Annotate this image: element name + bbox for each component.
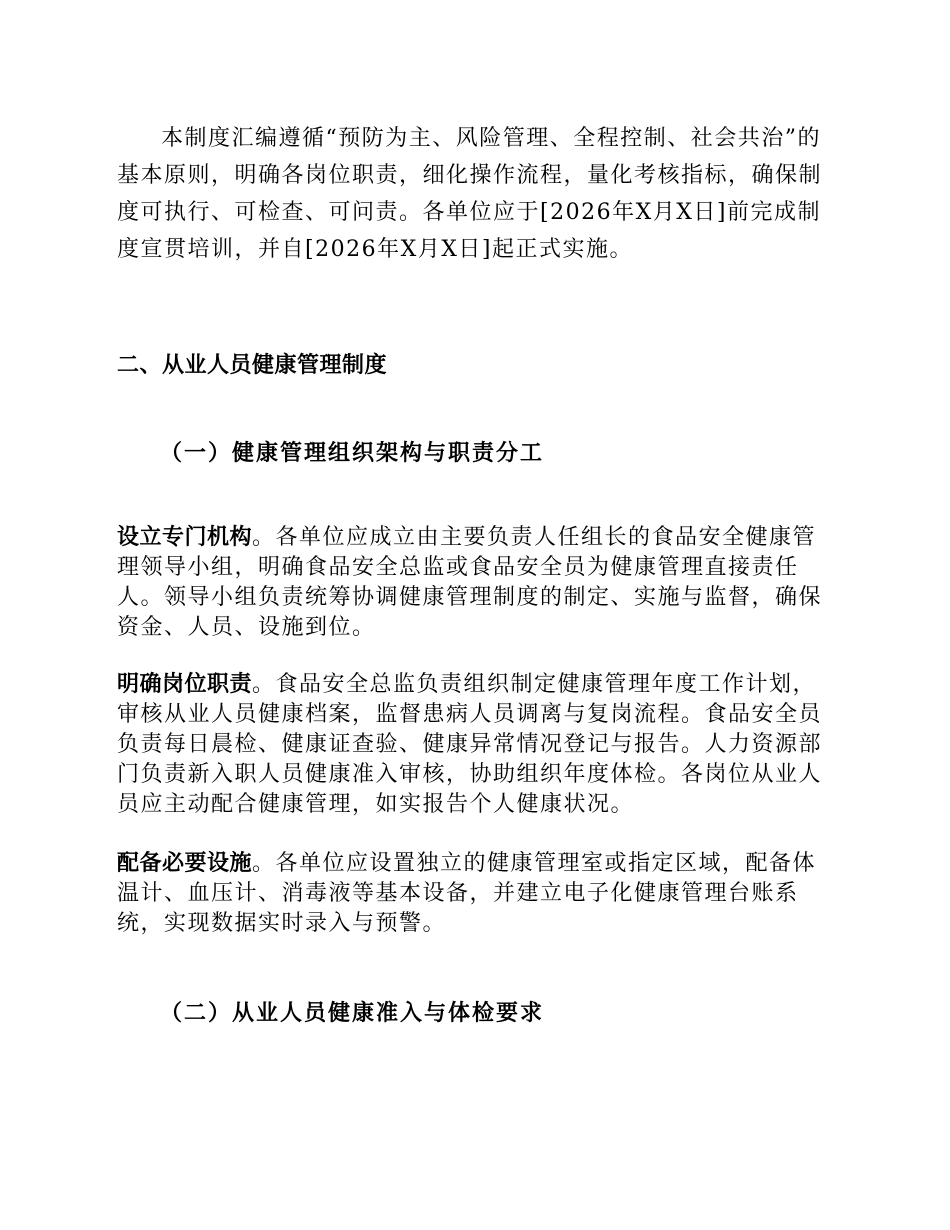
subsection-heading-1: （一）健康管理组织架构与职责分工 <box>160 440 545 466</box>
intro-paragraph: 本制度汇编遵循“预防为主、风险管理、全程控制、社会共治”的基本原则，明确各岗位职责，细化操作流程，量化考核指标，确保制度可执行、可检查、可问责。各单位应于[2026年X月X日]前完成制度宣贯培训，并自[2026年X月X日]起正式实施。 <box>117 126 823 262</box>
paragraph-equip-facilities <box>117 849 835 939</box>
paragraph-establish-organization <box>117 523 835 643</box>
paragraph-lead: 设立专门机构 <box>117 525 253 550</box>
paragraph-lead: 配备必要设施 <box>117 851 253 876</box>
paragraph-body: 。食品安全总监负责组织制定健康管理年度工作计划，审核从业人员健康档案，监督患病人员调离与复岗流程。食品安全员负责每日晨检、健康证查验、健康异常情况登记与报告。人力资源部门负责新入职人员健康准入审核，协助组织年度体检。各岗位从业人员应主动配合健康管理，如实报告个人健康状况。 <box>117 672 823 817</box>
section-heading: 二、从业人员健康管理制度 <box>117 353 388 378</box>
subsection-heading-2: （二）从业人员健康准入与体检要求 <box>160 1000 545 1026</box>
paragraph-body: 。各单位应成立由主要负责人任组长的食品安全健康管理领导小组，明确食品安全总监或食品安全员为健康管理直接责任人。领导小组负责统筹协调健康管理制度的制定、实施与监督，确保资金、人员、设施到位。 <box>117 525 823 640</box>
paragraph-define-responsibilities <box>117 670 835 820</box>
paragraph-body: 。各单位应设置独立的健康管理室或指定区域，配备体温计、血压计、消毒液等基本设备，并建立电子化健康管理台账系统，实现数据实时录入与预警。 <box>117 851 817 936</box>
paragraph-lead: 明确岗位职责 <box>117 672 253 697</box>
